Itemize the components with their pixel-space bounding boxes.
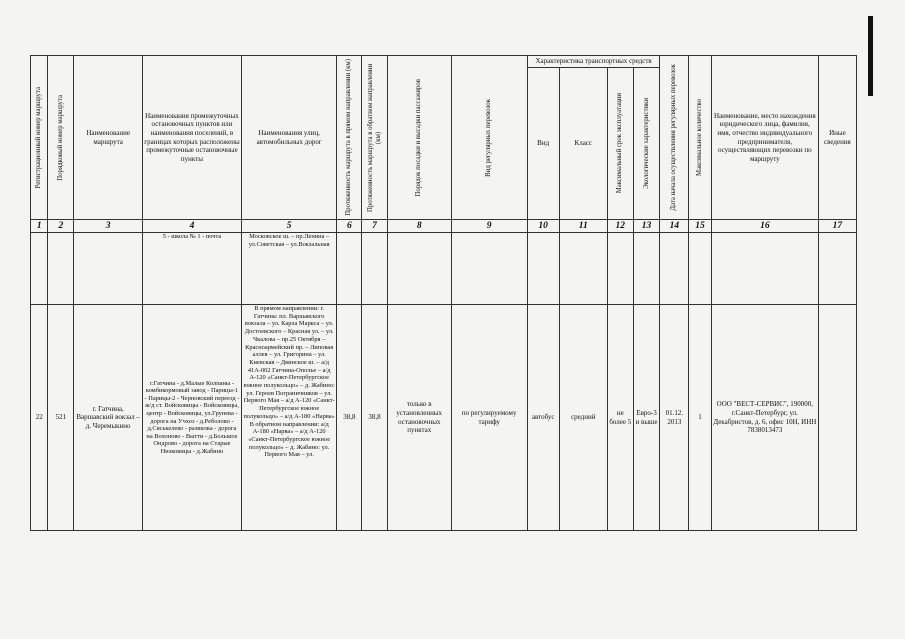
header-max-service-life: Максимальный срок эксплуатации bbox=[607, 68, 633, 220]
header-seq-number: Порядковый номер маршрута bbox=[48, 56, 74, 220]
route-vehicle-kind: автобус bbox=[527, 305, 559, 531]
header-other: Иные сведения bbox=[818, 56, 856, 220]
column-number: 11 bbox=[559, 220, 607, 233]
route-streets: В прямом направлении: г. Гатчина: пл. Варшавского вокзала – ул. Карла Маркса – ул. Достоевского – Красная ул. – ул. Чкалова – пр.25 Октября – Красноармейский пр. – Липовая аллея – ул. Григорина – ул. Киевская – Двинское ш. – а/д 41А-002 Гатчина-Ополье – а/д А-120 «Санкт-Петербургское южное полукольцо» – д. Жабино: ул. Героев Пограничников – ул. Первого Мая – а/д А-120 «Санкт-Петербургское южное полукольцо» – а/д А-180 «Нарва» В обратном направлении: а/д А-180 «Нарва» – а/д А-120 «Санкт-Петербургское южное полукольцо» – д. Жабино: ул. Первого Мая – ул. bbox=[241, 305, 337, 531]
route-start-date: 01.12. 2013 bbox=[660, 305, 689, 531]
column-number: 4 bbox=[143, 220, 242, 233]
route-vehicle-class: средний bbox=[559, 305, 607, 531]
route-other bbox=[818, 305, 856, 531]
scan-edge-mark bbox=[868, 16, 873, 96]
column-number: 6 bbox=[337, 220, 362, 233]
column-number: 10 bbox=[527, 220, 559, 233]
route-stops: г.Гатчина - д.Малые Колпаны - комбикормовый завод - Парицы-1 - Парицы-2 - Черновский переезд - ж/д ст. Войсковицы - Войсковицы, центр - Войсковицы, ул.Грунева - дорога на Учхоз - д.Реболово - д.Сяськелево - развилка - дорога на Вохоново - Вытти - д.Большое Ондрово - дорога на Старые Низковицы - д.Жабино bbox=[143, 305, 242, 531]
column-number: 17 bbox=[818, 220, 856, 233]
header-vehicle-group: Характеристика транспортных средств bbox=[527, 56, 660, 68]
route-eco-class: Евро-3 и выше bbox=[633, 305, 660, 531]
continuation-streets: Московское ш. – пр.Ленина – ул.Советская – ул.Вокзальная bbox=[241, 233, 337, 305]
column-number: 2 bbox=[48, 220, 74, 233]
header-transport-kind: Вид регулярных перевозок bbox=[451, 56, 527, 220]
route-length-backward: 38,8 bbox=[362, 305, 388, 531]
route-transport-kind: по регулируемому тарифу bbox=[451, 305, 527, 531]
header-row-1 bbox=[31, 56, 857, 68]
header-reg-number: Регистрационный номер маршрута bbox=[31, 56, 48, 220]
header-length-backward: Протяженность маршрута в обратном направлении (км) bbox=[362, 56, 388, 220]
column-number: 8 bbox=[387, 220, 451, 233]
header-streets: Наименования улиц, автомобильных дорог bbox=[241, 56, 337, 220]
header-stops: Наименования промежуточных остановочных пунктов или наименования поселений, в границах которых расположены промежуточные остановочные пункты bbox=[143, 56, 242, 220]
route-max-service-life: не более 5 bbox=[607, 305, 633, 531]
route-boarding-order: только в установленных остановочных пунктах bbox=[387, 305, 451, 531]
header-vehicle-kind: Вид bbox=[527, 68, 559, 220]
route-row bbox=[31, 305, 857, 531]
column-number: 7 bbox=[362, 220, 388, 233]
column-number: 16 bbox=[711, 220, 818, 233]
header-start-date: Дата начала осуществления регулярных перевозок bbox=[660, 56, 689, 220]
route-reg-number: 22 bbox=[31, 305, 48, 531]
route-registry-table bbox=[30, 55, 857, 531]
route-operator: ООО "ВЕСТ-СЕРВИС", 190000, г.Санкт-Петербург, ул. Декабристов, д. 6, офис 10Н, ИНН 7838013473 bbox=[711, 305, 818, 531]
header-length-forward: Протяженность маршрута в прямом направлении (км) bbox=[337, 56, 362, 220]
route-max-count: 1 bbox=[689, 305, 712, 531]
column-number: 15 bbox=[689, 220, 712, 233]
continuation-stops: 5 - школа № 1 - почта bbox=[143, 233, 242, 305]
header-route-name: Наименование маршрута bbox=[74, 56, 143, 220]
continuation-row bbox=[31, 233, 857, 305]
route-name: г. Гатчина, Варшавский вокзал – д. Черемыкино bbox=[74, 305, 143, 531]
column-number: 9 bbox=[451, 220, 527, 233]
column-number: 13 bbox=[633, 220, 660, 233]
column-number: 12 bbox=[607, 220, 633, 233]
column-number-row bbox=[31, 220, 857, 233]
header-max-count: Максимальное количество bbox=[689, 56, 712, 220]
column-number: 1 bbox=[31, 220, 48, 233]
column-number: 3 bbox=[74, 220, 143, 233]
route-length-forward: 38,8 bbox=[337, 305, 362, 531]
header-vehicle-class: Класс bbox=[559, 68, 607, 220]
column-number: 5 bbox=[241, 220, 337, 233]
route-seq-number: 521 bbox=[48, 305, 74, 531]
header-boarding-order: Порядок посадки и высадки пассажиров bbox=[387, 56, 451, 220]
header-operator: Наименование, место нахождения юридического лица, фамилия, имя, отчество индивидуального предпринимателя, осуществляющих перевозки по маршруту bbox=[711, 56, 818, 220]
header-eco-class: Экологические характеристики bbox=[633, 68, 660, 220]
column-number: 14 bbox=[660, 220, 689, 233]
